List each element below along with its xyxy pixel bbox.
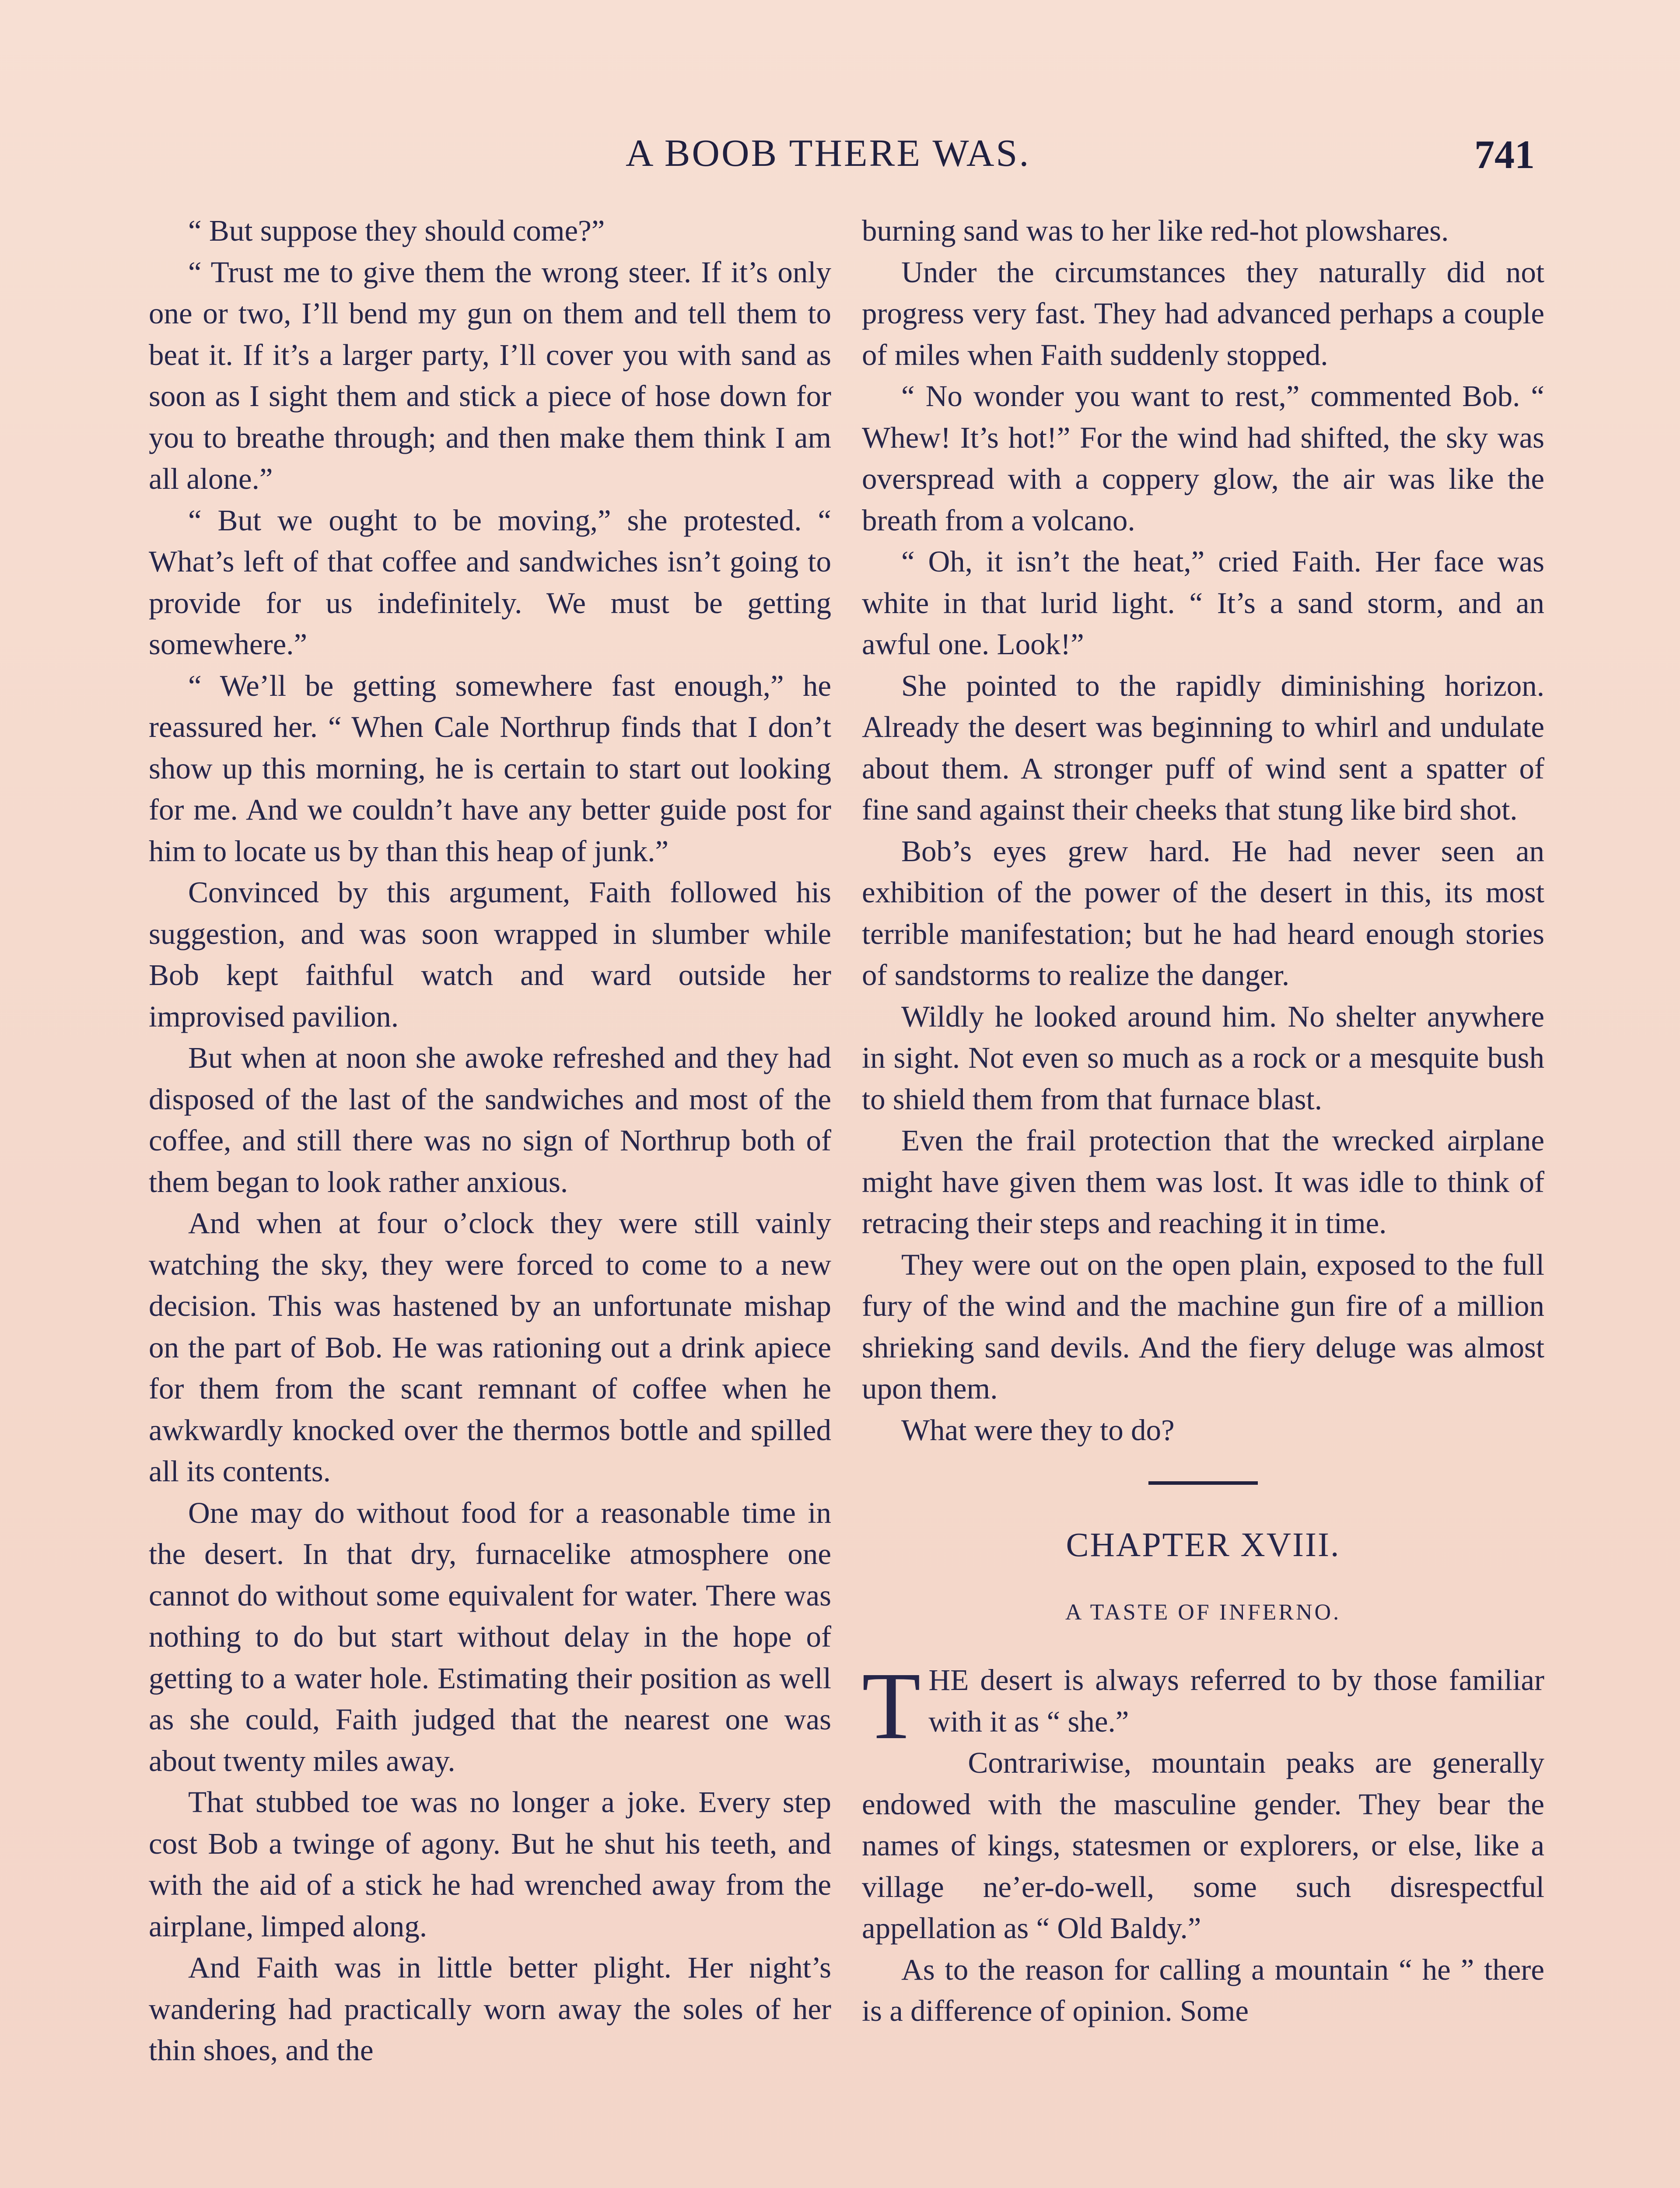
paragraph: They were out on the open plain, exposed to the full fury of the wind and the machine gun fire of a million shrieking sand devils. And the fiery deluge was almost upon them.: [862, 1248, 1544, 1405]
chapter-opening-paragraph: [862, 1652, 1544, 1759]
paragraph: Wildly he looked around him. No shelter anywhere in sight. Not even so much as a rock or a mesquite bush to shield them from that furnace blast.: [862, 999, 1544, 1116]
paragraph: “ Oh, it isn’t the heat,” cried Faith. Her face was white in that lurid light. “ It’s a sand storm, and an awful one. Look!”: [862, 545, 1544, 661]
paragraph: What were they to do?: [901, 1413, 1175, 1447]
paragraph: Even the frail protection that the wrecked airplane might have given them was lost. It was idle to think of retracing their steps and reaching it in time.: [862, 1124, 1544, 1240]
paragraph: And when at four o’clock they were still vainly watching the sky, they were forced to come to a new decision. This was hastened by an unfortunate mishap on the part of Bob. He was rationing out a drink apiece for them from the scant remnant of coffee when he awkwardly knocked over the thermos bottle and spilled all its contents.: [149, 1206, 831, 1488]
right-column: [862, 210, 1544, 2032]
paragraph: Convinced by this argument, Faith followed his suggestion, and was soon wrapped in slumber while Bob kept faithful watch and ward outside her improvised pavilion.: [149, 876, 831, 1033]
paragraph: That stubbed toe was no longer a joke. Every step cost Bob a twinge of agony. But he shut his teeth, and with the aid of a stick he had wrenched away from the airplane, limped along.: [149, 1785, 831, 1943]
paragraph: “ But suppose they should come?”: [188, 214, 605, 247]
chapter-title: CHAPTER XVIII.: [1066, 1525, 1340, 1564]
paragraph: One may do without food for a reasonable time in the desert. In that dry, furnacelike atmosphere one cannot do without some equivalent for water. There was nothing to do but start without delay in the hope of getting to a water hole. Estimating their position as well as she could, Faith judged that the nearest one was about twenty miles away.: [149, 1496, 831, 1778]
section-divider: [1148, 1481, 1258, 1485]
paragraph: But when at noon she awoke refreshed and they had disposed of the last of the sandwiches and most of the coffee, and still there was no sign of Northrup both of them began to look rather anxious.: [149, 1041, 831, 1199]
chapter-opening-text: HE desert is always referred to by those familiar with it as “ she.”: [928, 1663, 1544, 1738]
paragraph: She pointed to the rapidly diminishing horizon. Already the desert was beginning to whirl and undulate about them. A stronger puff of wind sent a spatter of fine sand against their cheeks that stung like bird shot.: [862, 669, 1544, 826]
running-title: A BOOB THERE WAS.: [626, 132, 1031, 175]
paragraph: As to the reason for calling a mountain “ he ” there is a difference of opinion. Some: [862, 1953, 1544, 2027]
paragraph: Under the circumstances they naturally did not progress very fast. They had advanced perhaps a couple of miles when Faith suddenly stopped.: [862, 255, 1544, 372]
continued-paragraph: burning sand was to her like red-hot plowshares.: [862, 214, 1449, 247]
page-number: 741: [1474, 132, 1535, 177]
paragraph: “ Trust me to give them the wrong steer. If it’s only one or two, I’ll bend my gun on them and tell them to beat it. If it’s a larger party, I’ll cover you with sand as soon as I sight them and stick a piece of hose down for you to breathe through; and then make them think I am all alone.”: [149, 255, 831, 495]
paragraph: “ We’ll be getting somewhere fast enough,” he reassured her. “ When Cale Northrup finds that I don’t show up this morning, he is certain to start out looking for me. And we couldn’t have any better guide post for him to locate us by than this heap of junk.”: [149, 669, 831, 868]
paragraph: “ No wonder you want to rest,” commented Bob. “ Whew! It’s hot!” For the wind had shifted, the sky was overspread with a coppery glow, the air was like the breath from a volcano.: [862, 379, 1544, 537]
paragraph: Contrariwise, mountain peaks are generally endowed with the masculine gender. They bear the names of kings, statesmen or explorers, or else, like a village ne’er-do-well, some such disrespectful appellation as “ Old Baldy.”: [862, 1746, 1544, 1945]
paragraph: Bob’s eyes grew hard. He had never seen an exhibition of the power of the desert in this, its most terrible manifestation; but he had heard enough stories of sandstorms to realize the danger.: [862, 834, 1544, 992]
drop-cap: T: [862, 1652, 921, 1759]
left-column: [149, 210, 831, 2071]
chapter-subtitle: A TASTE OF INFERNO.: [1065, 1599, 1341, 1625]
paragraph: “ But we ought to be moving,” she protested. “ What’s left of that coffee and sandwiches isn’t going to provide for us indefinitely. We must be getting somewhere.”: [149, 503, 831, 661]
paragraph: And Faith was in little better plight. Her night’s wandering had practically worn away the soles of her thin shoes, and the: [149, 1951, 831, 2067]
